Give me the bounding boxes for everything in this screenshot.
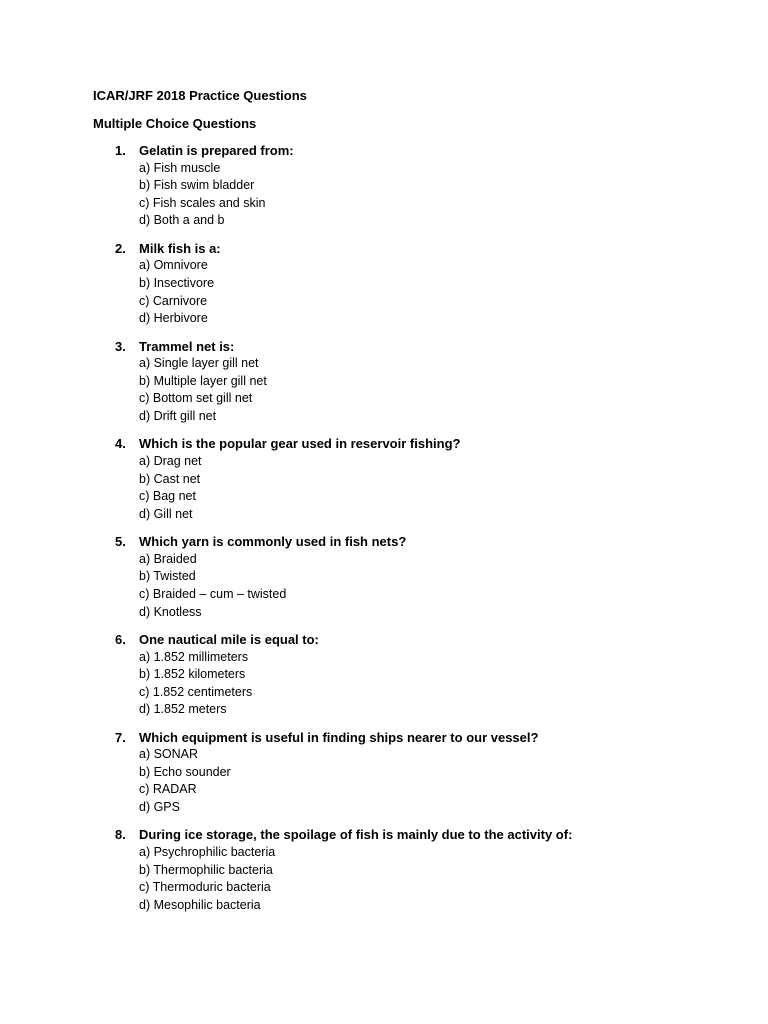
question-text: Milk fish is a:	[139, 240, 221, 256]
question-text: Gelatin is prepared from:	[139, 143, 294, 158]
option-list	[139, 257, 214, 327]
section-heading: Multiple Choice Questions	[93, 116, 257, 131]
option-b: b) Multiple layer gill net	[139, 373, 267, 388]
option-a: a) Braided	[139, 551, 197, 566]
option-d: d) Drift gill net	[139, 408, 217, 423]
question-number: 8.	[115, 827, 126, 843]
option-a: a) Psychrophilic bacteria	[139, 845, 276, 860]
option-d: d) Gill net	[139, 506, 193, 521]
option-list	[139, 551, 286, 621]
question-number: 2.	[115, 240, 126, 256]
option-a: a) Single layer gill net	[139, 356, 259, 371]
option-d: d) Mesophilic bacteria	[139, 897, 261, 912]
option-list	[139, 453, 202, 523]
question-item	[0, 729, 768, 817]
option-a: a) Fish muscle	[139, 160, 221, 175]
option-b: b) Insectivore	[139, 275, 215, 290]
option-c: c) Braided – cum – twisted	[139, 586, 287, 601]
option-b: b) Fish swim bladder	[139, 178, 255, 193]
question-number: 6.	[115, 631, 126, 647]
option-b: b) Thermophilic bacteria	[139, 862, 273, 877]
question-item	[0, 240, 768, 328]
question-item	[0, 338, 768, 426]
option-c: c) Bottom set gill net	[139, 391, 253, 406]
option-a: a) Drag net	[139, 453, 202, 468]
option-d: d) Herbivore	[139, 311, 208, 326]
question-text: Which yarn is commonly used in fish nets?	[139, 534, 407, 550]
option-d: d) GPS	[139, 800, 180, 815]
option-a: a) 1.852 millimeters	[139, 649, 249, 664]
option-list	[139, 355, 267, 425]
option-b: b) Cast net	[139, 471, 201, 486]
option-d: d) Both a and b	[139, 213, 225, 228]
option-b: b) Echo sounder	[139, 764, 231, 779]
question-text: During ice storage, the spoilage of fish is mainly due to the activity of:	[139, 827, 573, 843]
option-b: b) Twisted	[139, 569, 196, 584]
question-item	[0, 435, 768, 523]
option-c: c) Carnivore	[139, 293, 208, 308]
question-item	[0, 631, 768, 719]
option-d: d) 1.852 meters	[139, 702, 227, 717]
option-list	[139, 160, 265, 230]
option-c: c) 1.852 centimeters	[139, 684, 253, 699]
question-number: 3.	[115, 338, 126, 354]
question-number: 4.	[115, 436, 126, 452]
question-list	[0, 142, 768, 924]
question-item	[0, 826, 768, 914]
option-c: c) Thermoduric bacteria	[139, 880, 271, 895]
option-c: c) Fish scales and skin	[139, 195, 266, 210]
question-text: Which equipment is useful in finding ships nearer to our vessel?	[139, 729, 539, 745]
option-d: d) Knotless	[139, 604, 202, 619]
option-a: a) Omnivore	[139, 258, 208, 273]
question-text: Which is the popular gear used in reservoir fishing?	[139, 436, 461, 452]
option-list	[139, 844, 275, 914]
question-text: One nautical mile is equal to:	[139, 631, 319, 647]
document-title: ICAR/JRF 2018 Practice Questions	[93, 88, 307, 103]
question-number: 5.	[115, 534, 126, 550]
question-number: 1.	[115, 143, 126, 158]
question-text: Trammel net is:	[139, 338, 235, 354]
option-a: a) SONAR	[139, 747, 199, 762]
question-item	[0, 533, 768, 621]
option-list	[139, 746, 231, 816]
option-c: c) Bag net	[139, 489, 196, 504]
question-item	[0, 142, 768, 230]
question-number: 7.	[115, 729, 126, 745]
option-b: b) 1.852 kilometers	[139, 667, 246, 682]
option-c: c) RADAR	[139, 782, 197, 797]
option-list	[139, 649, 252, 719]
